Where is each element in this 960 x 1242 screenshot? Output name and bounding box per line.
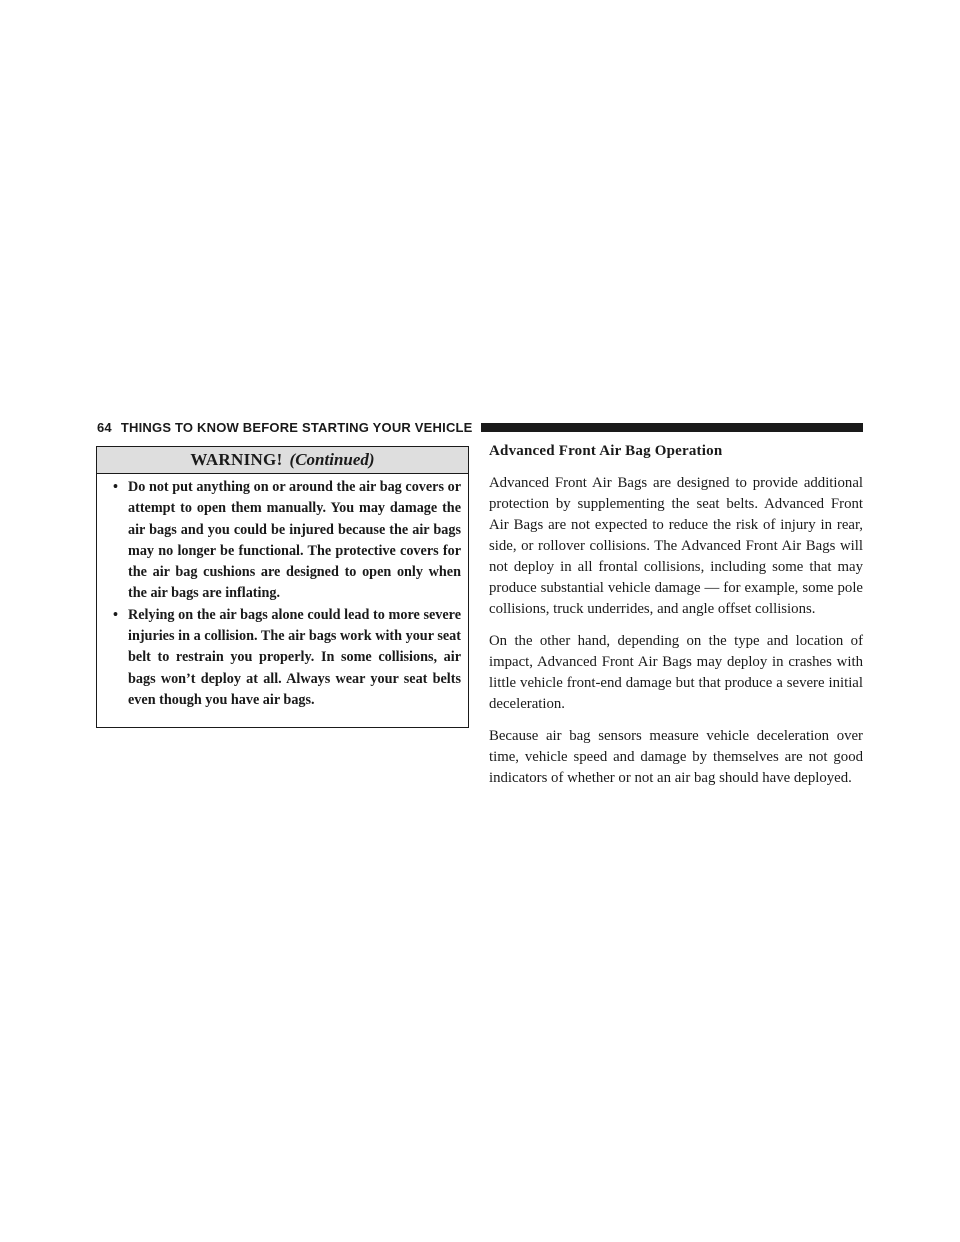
- warning-continued: (Continued): [289, 450, 375, 469]
- warning-header: [97, 447, 468, 474]
- warning-list: [97, 474, 468, 711]
- bullet-icon: •: [113, 606, 118, 623]
- bullet-icon: •: [113, 479, 118, 495]
- header-rule: [481, 423, 863, 432]
- body-paragraph: On the other hand, depending on the type and location of impact, Advanced Front Air Bags may deploy in crashes with little vehicle front-end damage but that produce a severe initial deceleration.: [489, 633, 863, 712]
- section-title: THINGS TO KNOW BEFORE STARTING YOUR VEHICLE: [120, 419, 473, 435]
- right-column: [489, 442, 863, 800]
- warning-item-text: Relying on the air bags alone could lead to more severe injuries in a collision. The air bags work with your seat belt to restrain you properly. In some collisions, air bags won’t deploy at all. Always wear your seat belts even though you have air bags.: [128, 606, 461, 708]
- page-header: [97, 417, 863, 437]
- page-number: 64: [97, 419, 112, 435]
- section-heading: Advanced Front Air Bag Operation: [489, 443, 723, 459]
- body-paragraph: Because air bag sensors measure vehicle deceleration over time, vehicle speed and damage by themselves are not good indicators of whether or not an air bag should have deployed.: [489, 728, 863, 786]
- warning-item-text: Do not put anything on or around the air bag covers or attempt to open them manually. You may damage the air bags and you could be injured because the air bags may no longer be functional. The protective covers for the air bag cushions are designed to open only when the air bags are inflating.: [128, 479, 461, 602]
- warning-item: [105, 477, 461, 605]
- warning-title: WARNING!: [190, 450, 283, 469]
- warning-box: [96, 446, 469, 728]
- body-paragraph: Advanced Front Air Bags are designed to provide additional protection by supplementing the seat belts. Advanced Front Air Bags are not expected to reduce the risk of injury in rear, side, or rollover collisions. The Advanced Front Air Bags will not deploy in all frontal collisions, including some that may produce substantial vehicle damage — for example, some pole collisions, truck underrides, and angle offset collisions.: [489, 475, 863, 617]
- warning-item: [105, 605, 461, 711]
